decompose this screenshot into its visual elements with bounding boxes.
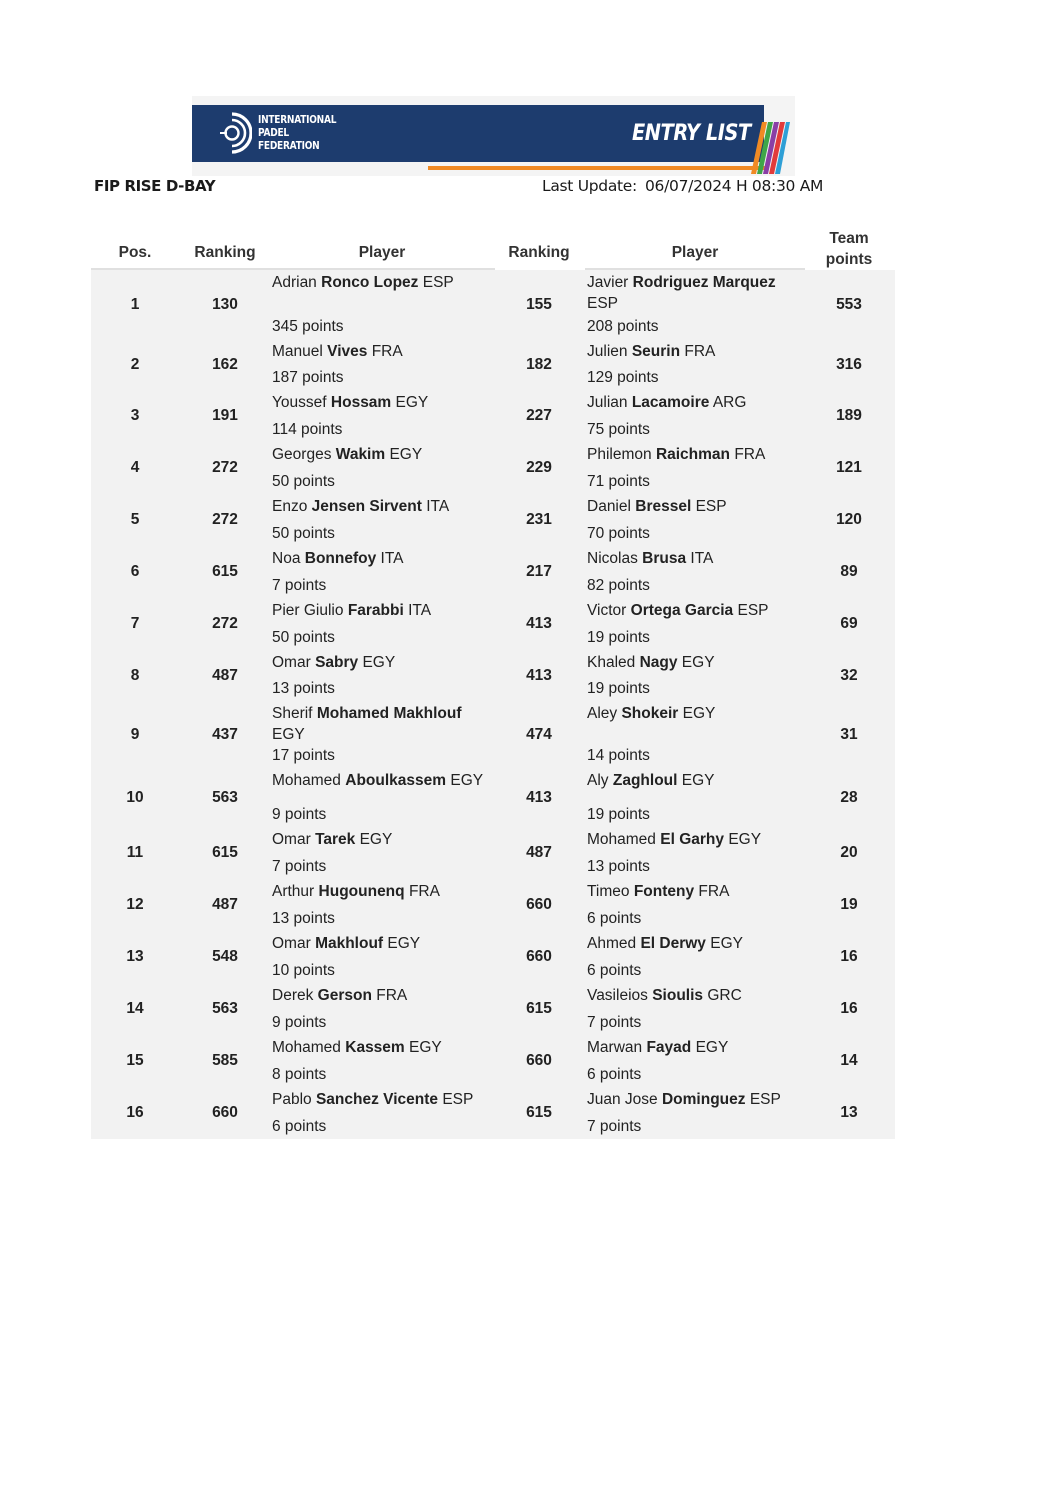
ranking-2-cell: 413 xyxy=(526,788,552,806)
team-points-cell: 32 xyxy=(840,666,858,684)
player-first-name: Georges xyxy=(272,446,332,463)
player-last-name: El Garhy xyxy=(660,831,724,848)
player-nationality: EGY xyxy=(450,772,484,789)
player-1-cell xyxy=(272,339,497,390)
player-2-cell xyxy=(587,701,809,768)
player-last-name: Hossam xyxy=(330,394,392,411)
player-nationality: ITA xyxy=(408,602,432,619)
player-1-cell xyxy=(272,768,497,827)
ranking-1-cell: 487 xyxy=(212,896,238,913)
player-first-name: Mohamed xyxy=(587,831,656,848)
player-last-name: Wakim xyxy=(335,446,386,463)
player-name xyxy=(272,444,497,465)
ranking-1-cell: 548 xyxy=(212,948,238,965)
player-points: 50 points xyxy=(272,525,335,542)
player-points: 187 points xyxy=(272,369,344,386)
player-first-name: Philemon xyxy=(587,446,652,463)
player-first-name: Mohamed xyxy=(272,1039,341,1056)
player-first-name: Marwan xyxy=(587,1039,643,1056)
player-first-name: Omar xyxy=(272,831,311,848)
player-first-name: Aly xyxy=(587,772,609,789)
ranking-1-cell: 615 xyxy=(212,563,238,580)
player-first-name: Omar xyxy=(272,935,311,952)
player-1-cell xyxy=(272,701,497,768)
table-body xyxy=(91,270,895,1139)
player-nationality: ITA xyxy=(380,550,404,567)
player-nationality: ESP xyxy=(587,295,619,312)
player-nationality: FRA xyxy=(684,343,716,360)
player-first-name: Ahmed xyxy=(587,935,637,952)
ranking-2-cell: 660 xyxy=(526,896,552,913)
player-1-cell xyxy=(272,1087,497,1139)
player-nationality: EGY xyxy=(395,394,429,411)
player-name xyxy=(587,496,809,517)
player-name xyxy=(587,985,809,1006)
player-2-cell xyxy=(587,442,809,494)
player-points: 9 points xyxy=(272,1014,327,1031)
team-points-cell: 16 xyxy=(840,1000,858,1017)
player-name xyxy=(272,881,497,902)
player-nationality: EGY xyxy=(387,935,421,952)
pos-cell: 4 xyxy=(130,459,140,476)
player-name xyxy=(272,933,497,954)
player-1-cell xyxy=(272,546,497,598)
player-first-name: Arthur xyxy=(272,883,315,900)
player-first-name: Derek xyxy=(272,987,314,1004)
player-2-cell xyxy=(587,931,809,983)
player-last-name: Sabry xyxy=(315,654,359,671)
team-points-cell: 121 xyxy=(836,459,862,476)
player-nationality: EGY xyxy=(710,935,743,952)
player-points: 82 points xyxy=(587,577,650,594)
player-points: 13 points xyxy=(587,858,650,875)
player-1-cell xyxy=(272,879,497,931)
ranking-2-cell: 660 xyxy=(526,948,552,965)
player-name xyxy=(272,496,497,517)
player-nationality: EGY xyxy=(728,831,762,848)
player-last-name: Gerson xyxy=(317,987,372,1004)
ranking-2-cell: 217 xyxy=(526,563,552,580)
player-last-name: Fonteny xyxy=(633,883,695,900)
ranking-1-cell: 563 xyxy=(212,788,238,806)
team-points-cell: 19 xyxy=(840,896,858,913)
table-row xyxy=(91,270,895,339)
ranking-2-cell: 227 xyxy=(526,407,552,424)
player-name xyxy=(272,985,497,1006)
player-last-name: Nagy xyxy=(639,654,678,671)
team-points-cell: 13 xyxy=(840,1104,858,1121)
player-name xyxy=(272,703,497,745)
player-last-name: Ronco Lopez xyxy=(321,274,419,291)
pos-cell: 16 xyxy=(126,1104,144,1121)
pos-cell: 8 xyxy=(130,666,140,684)
player-points: 17 points xyxy=(272,747,335,764)
player-1-cell xyxy=(272,270,497,339)
player-last-name: Hugounenq xyxy=(318,883,405,900)
player-nationality: ESP xyxy=(737,602,769,619)
player-first-name: Pablo xyxy=(272,1091,312,1108)
entry-table xyxy=(91,228,895,1139)
player-last-name: Vives xyxy=(327,343,368,360)
player-2-cell xyxy=(587,1087,809,1139)
player-1-cell xyxy=(272,931,497,983)
player-name xyxy=(587,1037,809,1058)
pos-cell: 3 xyxy=(130,407,140,424)
player-last-name: Lacamoire xyxy=(631,394,710,411)
player-first-name: Khaled xyxy=(587,654,636,671)
player-first-name: Victor xyxy=(587,602,627,619)
player-last-name: Tarek xyxy=(315,831,356,848)
player-last-name: Bonnefoy xyxy=(304,550,377,567)
player-first-name: Aley xyxy=(587,705,618,722)
fip-logo-icon xyxy=(218,110,252,156)
team-points-cell: 31 xyxy=(840,725,858,743)
pos-cell: 15 xyxy=(126,1052,144,1069)
ranking-1-cell: 563 xyxy=(212,1000,238,1017)
player-name xyxy=(587,1089,809,1110)
player-name xyxy=(587,933,809,954)
player-points: 14 points xyxy=(587,747,650,764)
ranking-2-cell: 413 xyxy=(526,666,552,684)
player-2-cell xyxy=(587,339,809,390)
player-2-cell xyxy=(587,390,809,442)
player-nationality: FRA xyxy=(734,446,766,463)
table-row xyxy=(91,827,895,879)
player-first-name: Timeo xyxy=(587,883,630,900)
player-points: 19 points xyxy=(587,629,650,646)
player-name xyxy=(587,272,809,314)
team-points-cell: 553 xyxy=(836,295,862,313)
entry-list-title: ENTRY LIST xyxy=(632,121,751,146)
player-points: 7 points xyxy=(587,1118,642,1135)
player-2-cell xyxy=(587,494,809,546)
player-points: 6 points xyxy=(272,1118,327,1135)
player-nationality: EGY xyxy=(409,1039,442,1056)
ranking-2-cell: 229 xyxy=(526,459,552,476)
player-points: 19 points xyxy=(587,806,650,823)
player-name xyxy=(272,392,497,413)
team-points-cell: 89 xyxy=(840,563,858,580)
table-header xyxy=(91,228,895,270)
player-name xyxy=(587,703,809,724)
team-points-cell: 16 xyxy=(840,948,858,965)
player-points: 9 points xyxy=(272,806,327,823)
player-nationality: GRC xyxy=(707,987,742,1004)
pos-cell: 10 xyxy=(126,788,144,806)
player-nationality: ESP xyxy=(422,274,454,291)
player-name xyxy=(272,548,497,569)
table-row xyxy=(91,931,895,983)
player-2-cell xyxy=(587,879,809,931)
ranking-1-cell: 130 xyxy=(212,295,238,313)
player-2-cell xyxy=(587,546,809,598)
player-points: 7 points xyxy=(272,858,327,875)
table-row xyxy=(91,442,895,494)
ranking-1-cell: 585 xyxy=(212,1052,238,1069)
entry-list-banner xyxy=(192,96,795,176)
player-last-name: Fayad xyxy=(646,1039,692,1056)
col-player-2: Player xyxy=(671,244,719,261)
player-points: 6 points xyxy=(587,910,642,927)
table-row xyxy=(91,983,895,1035)
player-name xyxy=(272,1037,497,1058)
table-row xyxy=(91,650,895,701)
player-first-name: Daniel xyxy=(587,498,631,515)
player-first-name: Omar xyxy=(272,654,311,671)
player-first-name: Javier xyxy=(587,274,629,291)
ranking-2-cell: 615 xyxy=(526,1104,552,1121)
player-first-name: Nicolas xyxy=(587,550,638,567)
player-last-name: Shokeir xyxy=(621,705,679,722)
table-row xyxy=(91,598,895,650)
table-row xyxy=(91,390,895,442)
player-name xyxy=(587,829,809,850)
table-row xyxy=(91,768,895,827)
team-points-cell: 120 xyxy=(836,511,862,528)
pos-cell: 2 xyxy=(130,355,140,373)
ranking-1-cell: 162 xyxy=(212,355,238,373)
ranking-2-cell: 413 xyxy=(526,615,552,632)
player-nationality: EGY xyxy=(362,654,396,671)
player-2-cell xyxy=(587,983,809,1035)
ranking-1-cell: 615 xyxy=(212,844,238,861)
player-points: 50 points xyxy=(272,473,335,490)
player-2-cell xyxy=(587,270,809,339)
player-last-name: Bressel xyxy=(635,498,692,515)
table-row xyxy=(91,1035,895,1087)
player-name xyxy=(272,770,497,791)
ranking-1-cell: 272 xyxy=(212,511,238,528)
ranking-2-cell: 615 xyxy=(526,1000,552,1017)
col-ranking-2: Ranking xyxy=(508,244,570,261)
player-nationality: EGY xyxy=(695,1039,729,1056)
ranking-1-cell: 272 xyxy=(212,615,238,632)
player-nationality: EGY xyxy=(681,654,715,671)
ranking-2-cell: 231 xyxy=(526,511,552,528)
player-name xyxy=(587,392,809,413)
player-first-name: Sherif xyxy=(272,705,313,722)
player-first-name: Youssef xyxy=(272,394,327,411)
player-first-name: Enzo xyxy=(272,498,308,515)
pos-cell: 11 xyxy=(126,844,144,861)
col-pos: Pos. xyxy=(118,244,152,261)
player-name xyxy=(587,600,809,621)
fip-logo-text: INTERNATIONAL PADEL FEDERATION xyxy=(258,114,337,152)
table-row xyxy=(91,701,895,768)
player-last-name: Raichman xyxy=(655,446,731,463)
player-2-cell xyxy=(587,1035,809,1087)
player-points: 7 points xyxy=(272,577,327,594)
player-name xyxy=(587,341,809,362)
col-team-points: Team points xyxy=(825,230,873,268)
player-2-cell xyxy=(587,768,809,827)
pos-cell: 14 xyxy=(126,1000,144,1017)
player-points: 13 points xyxy=(272,910,335,927)
player-name xyxy=(587,881,809,902)
col-ranking-1: Ranking xyxy=(194,244,256,261)
player-first-name: Noa xyxy=(272,550,301,567)
player-nationality: ESP xyxy=(749,1091,781,1108)
player-nationality: EGY xyxy=(682,705,716,722)
player-last-name: Brusa xyxy=(642,550,687,567)
player-1-cell xyxy=(272,494,497,546)
player-first-name: Mohamed xyxy=(272,772,341,789)
player-name xyxy=(272,829,497,850)
player-points: 6 points xyxy=(587,1066,642,1083)
player-last-name: Sanchez Vicente xyxy=(315,1091,439,1108)
player-first-name: Pier Giulio xyxy=(272,602,344,619)
ranking-2-cell: 660 xyxy=(526,1052,552,1069)
player-last-name: Aboulkassem xyxy=(345,772,447,789)
player-points: 8 points xyxy=(272,1066,327,1083)
player-points: 114 points xyxy=(272,421,343,438)
player-first-name: Juan Jose xyxy=(587,1091,658,1108)
player-name xyxy=(272,1089,497,1110)
player-name xyxy=(587,652,809,673)
pos-cell: 1 xyxy=(130,295,140,313)
player-nationality: FRA xyxy=(408,883,440,900)
player-first-name: Adrian xyxy=(272,274,317,291)
pos-cell: 7 xyxy=(130,615,140,632)
player-1-cell xyxy=(272,650,497,701)
event-title: FIP RISE D-BAY xyxy=(94,177,216,195)
player-nationality: FRA xyxy=(698,883,730,900)
team-points-cell: 69 xyxy=(840,615,858,632)
player-name xyxy=(272,341,497,362)
player-points: 345 points xyxy=(272,318,344,335)
player-1-cell xyxy=(272,390,497,442)
player-last-name: Jensen Sirvent xyxy=(311,498,422,515)
col-player-1: Player xyxy=(358,244,406,261)
player-last-name: Rodriguez Marquez xyxy=(632,274,776,291)
banner-stripes-icon xyxy=(748,122,790,174)
player-nationality: ARG xyxy=(712,394,747,411)
player-2-cell xyxy=(587,650,809,701)
ranking-1-cell: 437 xyxy=(212,725,238,743)
player-last-name: Seurin xyxy=(631,343,681,360)
player-name xyxy=(272,272,497,293)
player-nationality: EGY xyxy=(389,446,423,463)
player-1-cell xyxy=(272,598,497,650)
player-nationality: ITA xyxy=(690,550,714,567)
player-points: 208 points xyxy=(587,318,659,335)
player-points: 50 points xyxy=(272,629,335,646)
player-first-name: Julien xyxy=(587,343,628,360)
player-points: 71 points xyxy=(587,473,650,490)
player-last-name: Kassem xyxy=(345,1039,405,1056)
player-first-name: Manuel xyxy=(272,343,323,360)
player-first-name: Vasileios xyxy=(587,987,648,1004)
pos-cell: 12 xyxy=(126,896,144,913)
ranking-1-cell: 487 xyxy=(212,666,238,684)
table-row xyxy=(91,339,895,390)
ranking-2-cell: 487 xyxy=(526,844,552,861)
last-update-value: 06/07/2024 H 08:30 AM xyxy=(644,177,824,195)
banner-accent-line xyxy=(428,166,768,170)
player-last-name: Dominguez xyxy=(661,1091,746,1108)
player-2-cell xyxy=(587,827,809,879)
team-points-cell: 14 xyxy=(840,1052,858,1069)
team-points-cell: 28 xyxy=(840,788,858,806)
ranking-1-cell: 660 xyxy=(212,1104,238,1121)
team-points-cell: 316 xyxy=(836,355,862,373)
player-points: 7 points xyxy=(587,1014,642,1031)
table-row xyxy=(91,1087,895,1139)
player-nationality: FRA xyxy=(371,343,403,360)
last-update xyxy=(542,177,823,195)
pos-cell: 13 xyxy=(126,948,144,965)
player-1-cell xyxy=(272,1035,497,1087)
ranking-1-cell: 191 xyxy=(212,407,238,424)
pos-cell: 9 xyxy=(130,725,140,743)
player-last-name: El Derwy xyxy=(640,935,706,952)
player-first-name: Julian xyxy=(587,394,628,411)
player-2-cell xyxy=(587,598,809,650)
player-last-name: Makhlouf xyxy=(315,935,384,952)
player-nationality: FRA xyxy=(376,987,408,1004)
table-row xyxy=(91,546,895,598)
team-points-cell: 20 xyxy=(840,844,858,861)
pos-cell: 5 xyxy=(130,511,140,528)
player-nationality: ESP xyxy=(695,498,727,515)
player-name xyxy=(272,652,497,673)
player-last-name: Ortega Garcia xyxy=(630,602,734,619)
player-name xyxy=(587,548,809,569)
table-row xyxy=(91,494,895,546)
player-nationality: EGY xyxy=(359,831,393,848)
player-last-name: Zaghloul xyxy=(612,772,678,789)
pos-cell: 6 xyxy=(130,563,140,580)
player-1-cell xyxy=(272,983,497,1035)
player-1-cell xyxy=(272,442,497,494)
player-points: 10 points xyxy=(272,962,335,979)
ranking-2-cell: 182 xyxy=(526,355,552,373)
player-points: 13 points xyxy=(272,680,335,697)
player-points: 19 points xyxy=(587,680,650,697)
player-nationality: EGY xyxy=(681,772,715,789)
player-points: 75 points xyxy=(587,421,650,438)
player-points: 70 points xyxy=(587,525,650,542)
player-last-name: Sioulis xyxy=(652,987,704,1004)
ranking-2-cell: 474 xyxy=(526,725,552,743)
player-name xyxy=(587,444,809,465)
last-update-label: Last Update: xyxy=(542,177,637,195)
ranking-2-cell: 155 xyxy=(526,295,552,313)
player-last-name: Mohamed Makhlouf xyxy=(316,705,462,722)
player-points: 6 points xyxy=(587,962,642,979)
player-nationality: ITA xyxy=(426,498,450,515)
player-name xyxy=(272,600,497,621)
player-last-name: Farabbi xyxy=(347,602,404,619)
player-1-cell xyxy=(272,827,497,879)
player-nationality: ESP xyxy=(442,1091,474,1108)
player-name xyxy=(587,770,809,791)
team-points-cell: 189 xyxy=(836,407,862,424)
player-points: 129 points xyxy=(587,369,659,386)
table-row xyxy=(91,879,895,931)
ranking-1-cell: 272 xyxy=(212,459,238,476)
player-nationality: EGY xyxy=(272,726,305,743)
